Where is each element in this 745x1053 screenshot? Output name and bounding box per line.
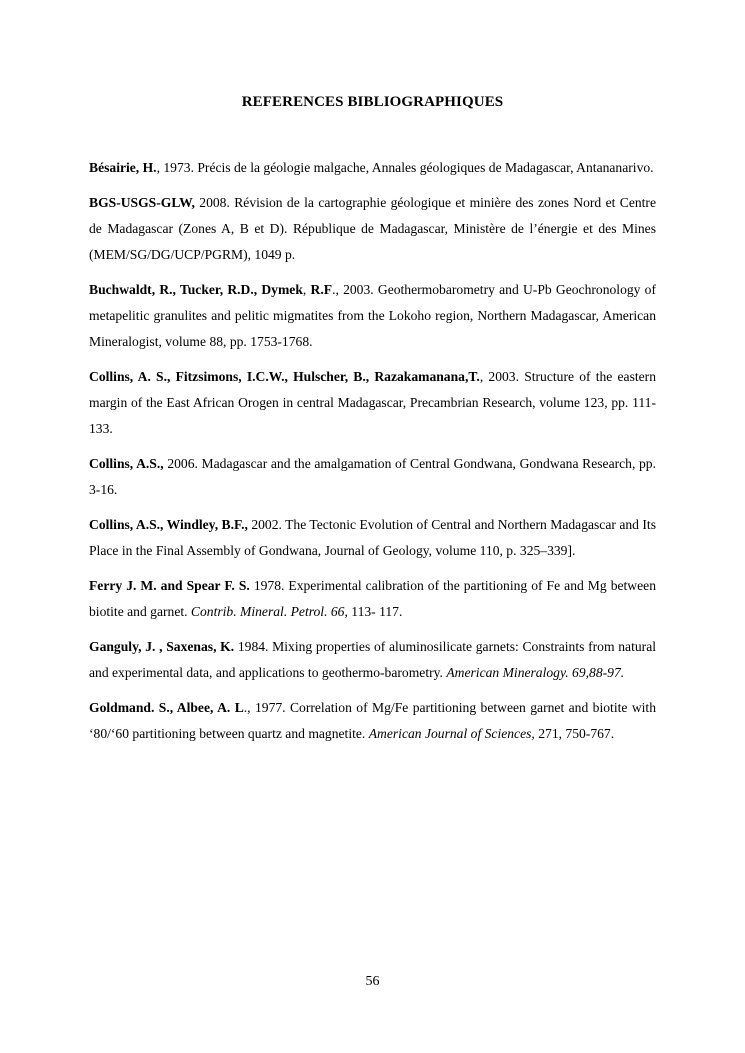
reference-authors: Collins, A. S., Fitzsimons, I.C.W., Hulscher, B., Razakamanana,T.: [89, 369, 480, 384]
page-number: 56: [365, 974, 380, 989]
reference-details: , 2003. Structure of the eastern margin of the East African Orogen in central Madagascar, Precambrian Research, volume 123, pp. 111-133.: [89, 369, 657, 436]
reference-details: , 1973. Précis de la géologie malgache, Annales géologiques de Madagascar, Antananarivo.: [156, 160, 654, 175]
reference-journal: Contrib. Mineral. Petrol. 66,: [190, 604, 348, 619]
reference-authors: R.F: [310, 282, 333, 297]
reference-authors: Bésairie, H.: [89, 160, 157, 175]
reference-details: 2002. The Tectonic Evolution of Central and Northern Madagascar and Its Place in the Final Assembly of Gondwana, Journal of Geology, volume 110, p. 325–339].: [89, 517, 656, 558]
reference-authors: Ganguly, J. , Saxenas, K.: [89, 639, 235, 654]
reference-authors: Collins, A.S., Windley, B.F.,: [89, 517, 248, 532]
reference-authors: Goldmand. S., Albee, A. L: [89, 700, 244, 715]
reference-details: ., 1977. Correlation of Mg/Fe partitioning between garnet and biotite with ‘80/‘60 partitioning between quartz and magnetite.: [89, 700, 656, 741]
reference-collins-windley-2002: [89, 512, 656, 564]
reference-besairie: [89, 155, 656, 181]
reference-journal: American Mineralogy. 69,88-97.: [446, 665, 625, 680]
reference-pages: 271, 750-767.: [534, 726, 615, 741]
reference-authors: Collins, A.S.,: [89, 456, 164, 471]
reference-authors-separator: ,: [302, 282, 311, 297]
reference-details: 2008. Révision de la cartographie géologique et minière des zones Nord et Centre de Madagascar (Zones A, B et D). République de Madagascar, Ministère de l’énergie et des Mines (MEM/SG/DG/UCP/PGRM), 1049 p.: [89, 195, 656, 262]
reference-ganguly-saxenas: [89, 634, 656, 686]
reference-buchwaldt: [89, 277, 656, 355]
reference-bgs-usgs-glw: [89, 190, 656, 268]
reference-authors: BGS-USGS-GLW,: [89, 195, 195, 210]
reference-details: 2006. Madagascar and the amalgamation of Central Gondwana, Gondwana Research, pp. 3-16.: [89, 456, 656, 497]
reference-list: [89, 155, 656, 756]
reference-collins-2003: [89, 364, 656, 442]
reference-details: ., 2003. Geothermobarometry and U-Pb Geochronology of metapelitic granulites and pelitic migmatites from the Lokoho region, Northern Madagascar, American Mineralogist, volume 88, pp. 1753-1768.: [89, 282, 656, 349]
reference-collins-2006: [89, 451, 656, 503]
reference-details: 1978. Experimental calibration of the partitioning of Fe and Mg between biotite and garnet.: [89, 578, 656, 619]
reference-authors: Ferry J. M. and Spear F. S.: [89, 578, 250, 593]
reference-details: 1984. Mixing properties of aluminosilicate garnets: Constraints from natural and experimental data, and applications to geothermo-barometry.: [89, 639, 657, 680]
page-title: REFERENCES BIBLIOGRAPHIQUES: [241, 94, 504, 110]
reference-goldmand-albee: [89, 695, 656, 747]
reference-pages: 113- 117.: [347, 604, 403, 619]
reference-journal: American Journal of Sciences,: [368, 726, 535, 741]
reference-authors: Buchwaldt, R., Tucker, R.D., Dymek: [89, 282, 303, 297]
reference-ferry-spear: [89, 573, 656, 625]
